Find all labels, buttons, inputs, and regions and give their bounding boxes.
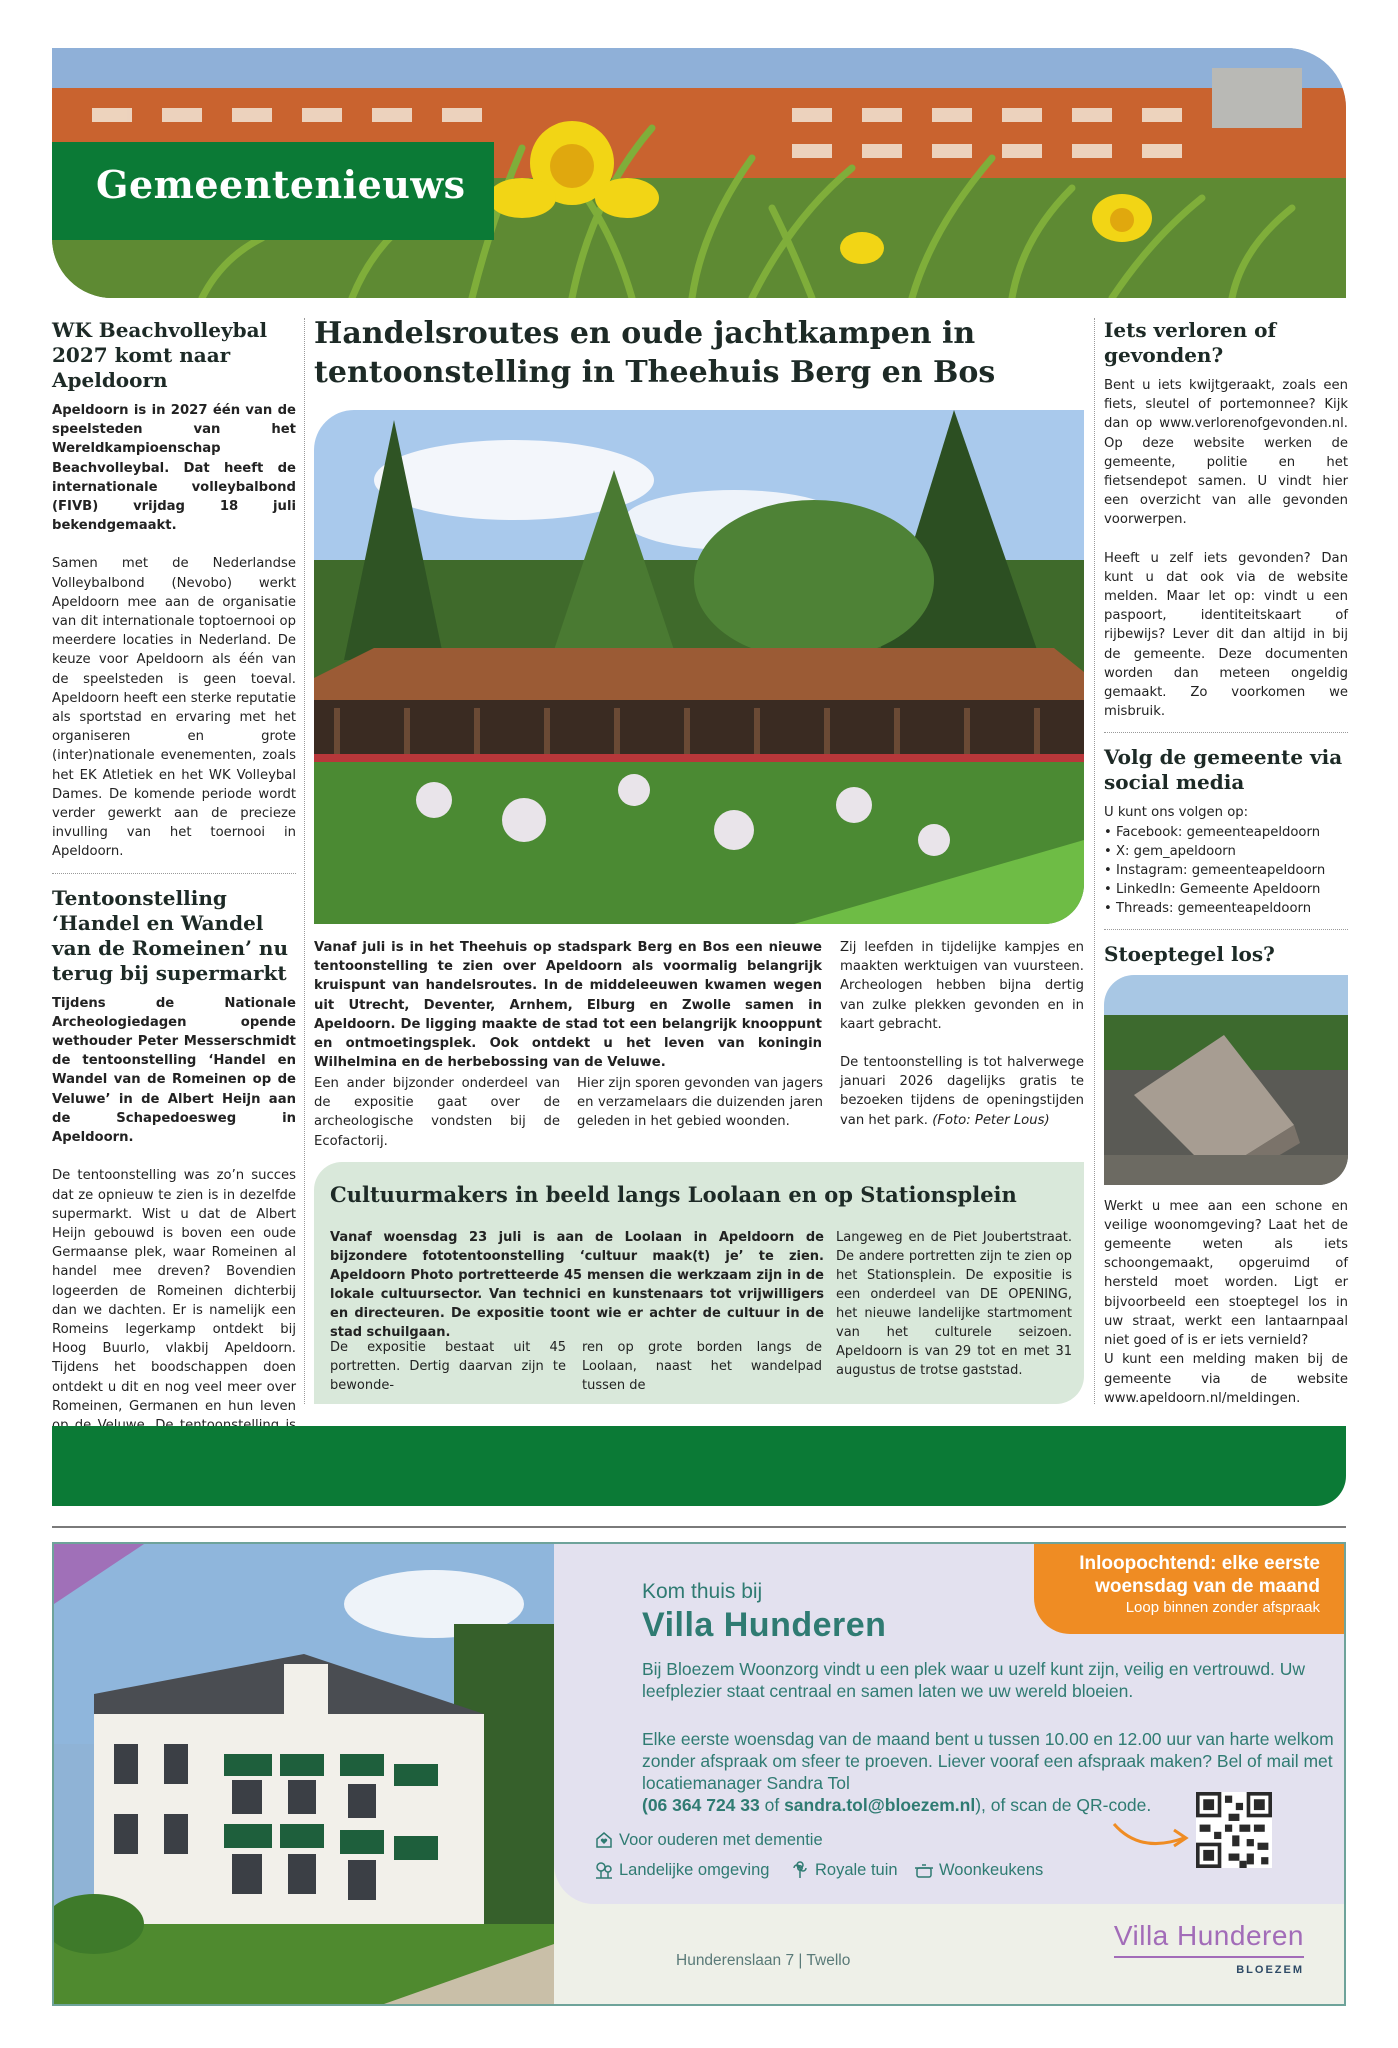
culture-article-lead: Vanaf woensdag 23 juli is aan de Loolaan in Apeldoorn de bijzondere fototentoonstelling ‘cultuur maak(t) je’ te zien. Apeldoorn Photo portretteerde 45 mensen die werkzaam zijn in de lokale cultuursector. Van technici en kunstenaars tot vrijwilligers en directeuren. De expositie toont wie er achter de cultuur in de stad schuilgaan. bbox=[330, 1230, 824, 1340]
arrow-icon bbox=[1110, 1816, 1194, 1856]
ad-logo bbox=[1114, 1920, 1304, 1976]
badge-subline: Loop binnen zonder afspraak bbox=[1125, 1599, 1320, 1616]
open-house-badge bbox=[1034, 1542, 1346, 1634]
green-bar bbox=[52, 1426, 1346, 1506]
feature-label: Royale tuin bbox=[815, 1860, 898, 1879]
ad-address: Hunderenslaan 7 | Twello bbox=[676, 1952, 851, 1969]
culture-article-body: Langeweg en de Piet Joubertstraat. De andere portretten zijn te zien op het Stationsplein. De expositie is een onderdeel van DE OPENING, het nieuwe landelijke startmoment van het culturele seizoen. Apeldoorn is van 29 tot en met 31 augustus de trotse gaststad. bbox=[836, 1230, 1072, 1378]
right-column bbox=[1104, 318, 1348, 1427]
feature-keuken bbox=[914, 1860, 1043, 1880]
feature-tuin bbox=[790, 1860, 898, 1880]
culture-article-box bbox=[314, 1162, 1084, 1404]
social-list-item: • X: gem_apeldoorn bbox=[1104, 843, 1236, 859]
badge-line: Inloopochtend: elke eerste bbox=[1079, 1553, 1320, 1574]
article-title-social-media: Volg de gemeente via social media bbox=[1104, 745, 1343, 795]
column-divider bbox=[1104, 732, 1348, 733]
article-title-verloren: Iets verloren of gevonden? bbox=[1104, 318, 1277, 367]
article-title-romeinen: Tentoonstelling ‘Handel en Wandel van de Romeinen’ nu terug bij supermarkt bbox=[52, 885, 289, 985]
photo-credit: (Foto: Peter Lous) bbox=[932, 1112, 1050, 1128]
column-divider bbox=[1094, 318, 1095, 1404]
article-body: De tentoonstelling was zo’n succes dat ze opnieuw te zien is in dezelfde supermarkt. Wist u dat de Albert Heijn gebouwd is boven een oude Germaanse plek, waar Romeinen al handel mee dreven? Bovendien logeerden de Romeinen dichterbij dan we dachten. Er is namelijk een Romeins legerkamp ontdekt bij Hoog Buurlo, vlakbij Apeldoorn. Tijdens het boodschappen doen ontdekt u dit en nog veel meer over Romeinen, Germanen en hun leven bbox=[52, 1168, 296, 1414]
social-list-item: • LinkedIn: Gemeente Apeldoorn bbox=[1104, 882, 1321, 898]
villa-photo bbox=[54, 1544, 554, 2004]
ad-paragraph: Bij Bloezem Woonzorg vindt u een plek waar u uzelf kunt zijn, veilig en vertrouwd. Uw leefplezier staat centraal en samen laten we uw wereld bloeien. bbox=[642, 1659, 1306, 1701]
stoeptegel-photo bbox=[1104, 975, 1348, 1185]
feature-dementia bbox=[594, 1830, 823, 1850]
ad-or: of bbox=[759, 1795, 785, 1815]
social-list-item: • Threads: gemeenteapeldoorn bbox=[1104, 901, 1312, 917]
feature-label: Woonkeukens bbox=[939, 1860, 1044, 1879]
social-list-item: • Instagram: gemeenteapeldoorn bbox=[1104, 863, 1326, 879]
ad-email[interactable]: sandra.tol@bloezem.nl bbox=[784, 1795, 976, 1815]
logo-rule bbox=[1114, 1956, 1304, 1958]
ad-phone[interactable]: (06 364 724 33 bbox=[642, 1795, 760, 1815]
culture-article-body: ren op grote borden langs de Loolaan, naast het wandelpad tussen de bbox=[582, 1340, 822, 1393]
column-divider bbox=[1104, 929, 1348, 930]
left-column bbox=[52, 318, 296, 1473]
article-body: Heeft u zelf iets gevonden? Dan kunt u dat ook via de website melden. Maar let op: vindt u een paspoort, identiteitskaart of rijbewijs? Lever dit dan altijd in bij de gemeente. Deze documenten worden dan meteen ongeldig gemaakt. Zo voorkomen we misbruik. bbox=[1104, 550, 1348, 720]
culture-article-title: Cultuurmakers in beeld langs Loolaan en op Stationsplein bbox=[330, 1182, 1017, 1207]
ad-kicker: Kom thuis bij bbox=[642, 1580, 763, 1603]
qr-code[interactable] bbox=[1196, 1792, 1272, 1868]
article-body: Werkt u mee aan een schone en veilige woonomgeving? Laat het de gemeente weten als iets schoongemaakt, opgeruimd of hersteld moet worden. Ligt er bijvoorbeeld een stoeptegel los in uw straat, werkt een lantaarnpaal niet goed of is er iets vernield? bbox=[1104, 1198, 1348, 1349]
column-divider bbox=[52, 873, 296, 874]
feature-landelijk bbox=[594, 1860, 769, 1880]
advertisement-villa-hunderen bbox=[52, 1542, 1346, 2006]
article-body: U kunt ons volgen op: bbox=[1104, 805, 1249, 821]
social-list-item: • Facebook: gemeenteapeldoorn bbox=[1104, 824, 1321, 840]
theehuis-photo bbox=[314, 410, 1084, 924]
main-article-title: Handelsroutes en oude jachtkampen in tentoonstelling in Theehuis Berg en Bos bbox=[314, 316, 996, 390]
page-title: Gemeentenieuws bbox=[96, 162, 466, 207]
article-lead: Tijdens de Nationale Archeologiedagen opende wethouder Peter Messerschmidt de tentoonstelling ‘Handel en Wandel van de Romeinen op de Veluwe’ in de Albert Heijn aan de Schapedoesweg in Apeldoorn. bbox=[52, 995, 296, 1146]
banner-title-box bbox=[52, 142, 494, 240]
main-article-body: Zij leefden in tijdelijke kampjes en maakten werktuigen van vuursteen. Archeologen hebben bijna dertig van zulke plekken gevonden en in kaart gebracht. bbox=[840, 940, 1084, 1032]
cooking-pot-icon bbox=[914, 1860, 934, 1880]
main-article-body: De tentoonstelling is tot halverwege januari 2026 dagelijks gratis te bezoeken tijdens de openingstijden van het park. bbox=[840, 1055, 1084, 1128]
article-lead: Apeldoorn is in 2027 één van de speelsteden van het Wereldkampioenschap Beachvolleybal. Dat heeft de internationale volleybalbond (FIVB) vrijdag 18 juli bekendgemaakt. bbox=[52, 403, 296, 534]
article-title-stoeptegel: Stoeptegel los? bbox=[1104, 941, 1275, 966]
house-heart-icon bbox=[594, 1830, 614, 1850]
main-article-body bbox=[840, 938, 1084, 1149]
badge-line: woensdag van de maand bbox=[1095, 1576, 1320, 1597]
ad-paragraph-text: Elke eerste woensdag van de maand bent u tussen 10.00 en 12.00 uur van harte welkom zonder afspraak om sfeer te proeven. Liever vooraf een afspraak maken? Bel of mail met locatiemanager Sandra Tol bbox=[642, 1729, 1334, 1793]
flower-icon bbox=[790, 1860, 810, 1880]
ad-title: Villa Hunderen bbox=[642, 1606, 887, 1644]
article-title-beachvolleybal: WK Beachvolleybal 2027 komt naar Apeldoorn bbox=[52, 318, 268, 392]
logo-sub: BLOEZEM bbox=[1236, 1964, 1304, 1976]
article-body: Bent u iets kwijtgeraakt, zoals een fiets, sleutel of portemonnee? Kijk dan op www.verlorenofgevonden.nl. Op deze website werken de gemeente, politie en het fietsendepot samen. U vindt hier een overzicht van alle gevonden voorwerpen. bbox=[1104, 378, 1348, 528]
feature-label: Landelijke omgeving bbox=[619, 1860, 770, 1879]
article-body: Samen met de Nederlandse Volleybalbond (Nevobo) werkt Apeldoorn mee aan de organisatie van dit internationale toptoernooi op meerdere locaties in Nederland. De keuze voor Apeldoorn als één van de speelsteden is geen toeval. Apeldoorn heeft een sterke reputatie als sportstad en ervaring met het organiseren en grote (inter)nationale evenementen, zoals het EK Atletiek en het WK Volleybal Dames. De komende periode wordt verder gewerkt aan de precieze invulling van het toernooi in Apeldoorn. bbox=[52, 556, 296, 860]
article-body: U kunt een melding maken bij de gemeente via de website www.apeldoorn.nl/meldingen. bbox=[1104, 1352, 1348, 1406]
culture-article-body: De expositie bestaat uit 45 portretten. Dertig daarvan zijn te bewonde- bbox=[330, 1340, 566, 1393]
main-article-body: Hier zijn sporen gevonden van jagers en verzamelaars die duizenden jaren geleden in het gebied woonden. bbox=[577, 1076, 823, 1130]
page-separator bbox=[52, 1526, 1346, 1528]
main-article-body: Een ander bijzonder onderdeel van de expositie gaat over de archeologische vondsten bij de Ecofactorij. bbox=[314, 1076, 560, 1149]
column-divider bbox=[304, 318, 305, 1404]
feature-label: Voor ouderen met dementie bbox=[619, 1830, 823, 1849]
logo-name: Villa Hunderen bbox=[1113, 1920, 1304, 1951]
ad-paragraph-tail: ), of scan de QR-code. bbox=[975, 1795, 1152, 1815]
trees-icon bbox=[594, 1860, 614, 1880]
main-article-lead: Vanaf juli is in het Theehuis op stadspark Berg en Bos een nieuwe tentoonstelling te zien over Apeldoorn als voormalig belangrijk kruispunt van handelsroutes. In de middeleeuwen kwamen wegen uit Utrecht, Deventer, Arnhem, Elburg en Zwolle samen in Apeldoorn. De ligging maakte de stad tot een belangrijk knooppunt en ontmoetingsplek. Ook ontdekt u het leven van koningin Wilhelmina en de herbebossing van de Veluwe. bbox=[314, 940, 822, 1071]
